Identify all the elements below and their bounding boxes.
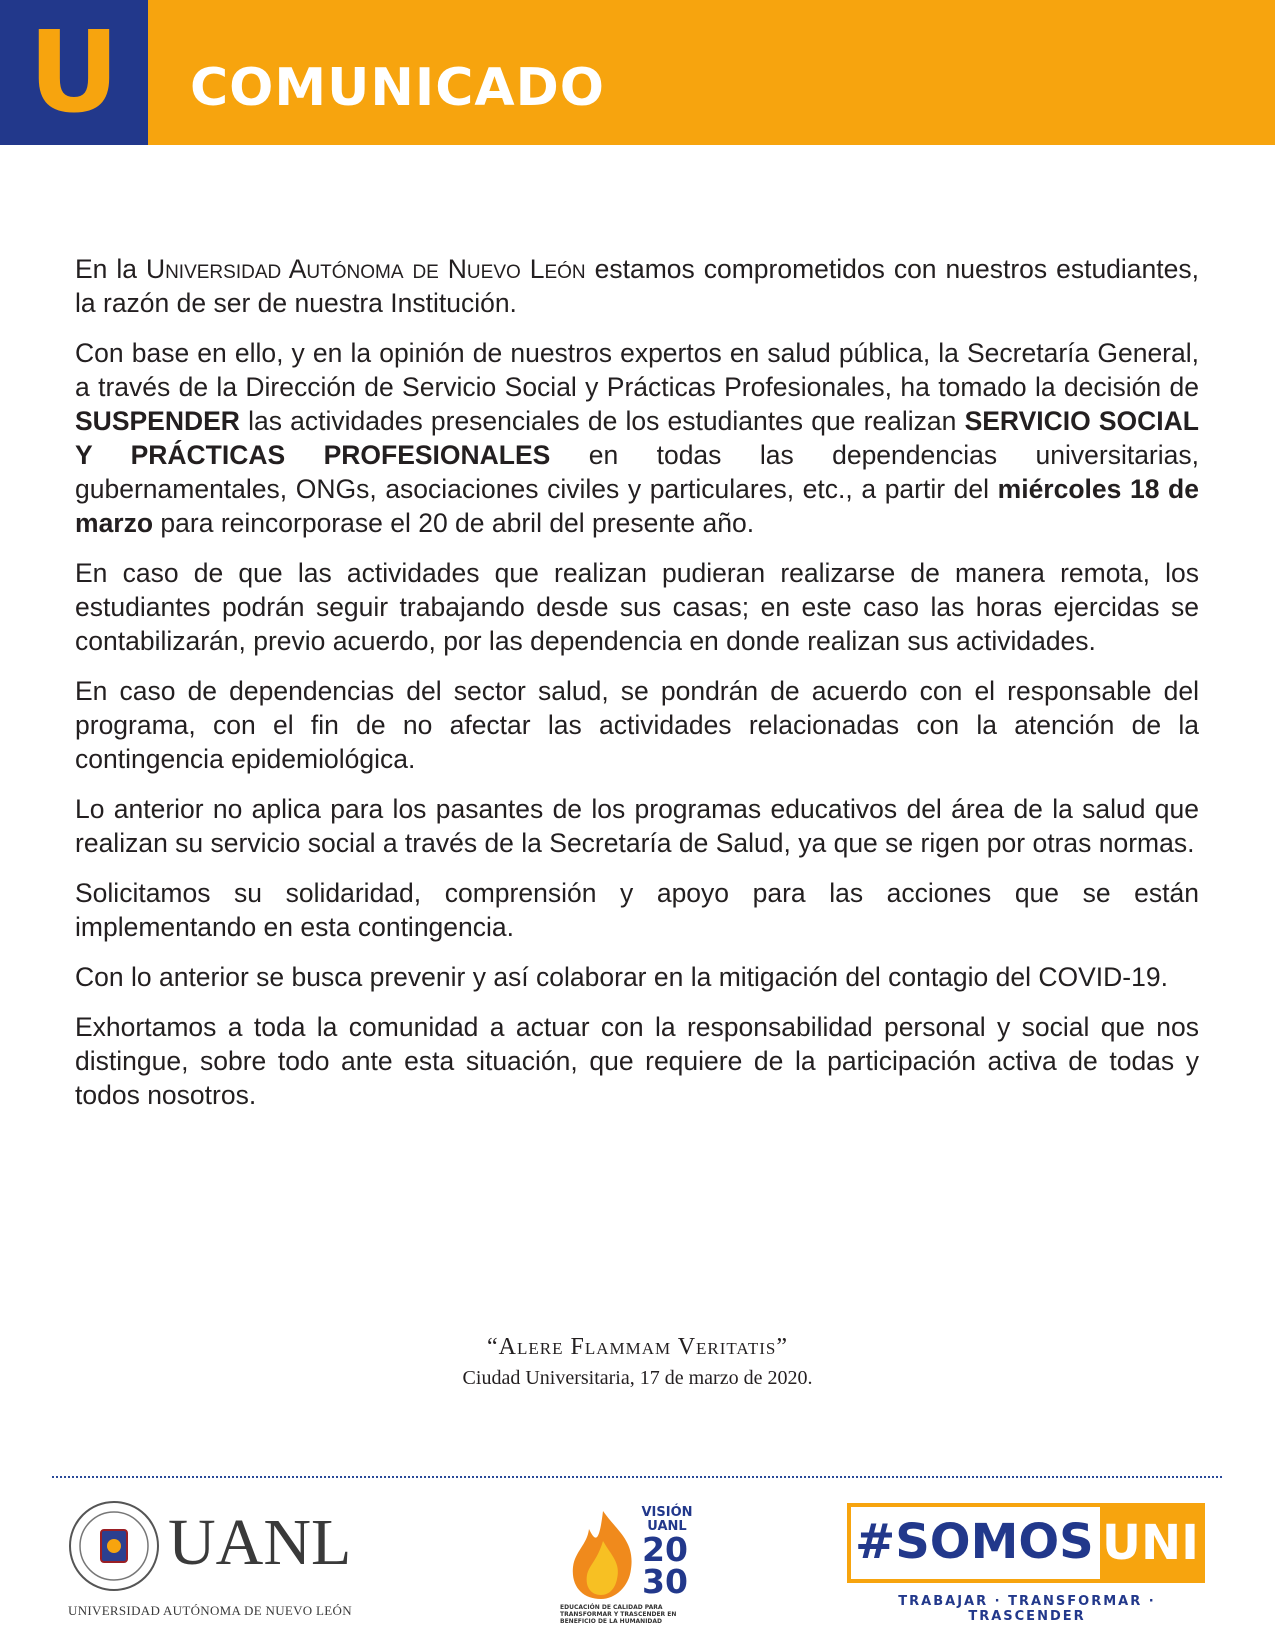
p2-bold-suspender: SUSPENDER — [75, 406, 240, 436]
paragraph-4: En caso de dependencias del sector salud, se pondrán de acuerdo con el responsable del programa, con el fin de no afectar las actividades relacionadas con la atención de la contingencia epidemiológica. — [75, 676, 1199, 774]
uanl-seal-icon — [68, 1500, 160, 1592]
uanl-fullname: UNIVERSIDAD AUTÓNOMA DE NUEVO LEÓN — [68, 1603, 352, 1618]
p2-bold-servicio: SERVICIO SOCIAL Y PRÁCTICAS PROFESIONALES — [75, 406, 1199, 470]
somos-tagline: TRABAJAR · TRANSFORMAR · TRASCENDER — [898, 1594, 1156, 1624]
paragraph-3: En caso de que las actividades que realizan pudieran realizarse de manera remota, los estudiantes podrán seguir trabajando desde sus casas; en este caso las horas ejercidas se contabilizarán, previo acuerdo, por las dependencia en donde realizan sus actividades. — [75, 558, 1199, 656]
p1-text-a: En la — [75, 254, 146, 284]
paragraph-2 — [75, 336, 1199, 540]
p2-text-d: para reincorporase el 20 de abril del presente año. — [153, 508, 755, 538]
vision-tagline: EDUCACIÓN DE CALIDAD PARA TRANSFORMAR Y TRASCENDER EN BENEFICIO DE LA HUMANIDAD — [560, 1604, 677, 1625]
paragraph-8: Exhortamos a toda la comunidad a actuar con la responsabilidad personal y social que nos distingue, sobre todo ante esta situación, que requiere de la participación activa de todas y todos nosotros. — [75, 1012, 1199, 1110]
p2-text-b: las actividades presenciales de los estudiantes que realizan — [239, 406, 965, 436]
uanl-wordmark: UANL — [168, 1506, 352, 1579]
p1-text-b: estamos comprometidos con nuestros estudiantes, la razón de ser de nuestra Institución. — [75, 254, 1199, 318]
vision-label: VISIÓN UANL — [641, 1505, 693, 1534]
page-title: COMUNICADO — [190, 58, 605, 118]
paragraph-7: Con lo anterior se busca prevenir y así colaborar en la mitigación del contagio del COVID-19. — [75, 962, 1168, 992]
p2-text-c: en todas las dependencias universitarias, gubernamentales, ONGs, asociaciones civiles y particulares, etc., a partir del — [75, 440, 1199, 504]
place-date: Ciudad Universitaria, 17 de marzo de 2020. — [462, 1367, 813, 1389]
p2-text-a: Con base en ello, y en la opinión de nuestros expertos en salud pública, la Secretaría General, a través de la Dirección de Servicio Social y Prácticas Profesionales, ha tomado la decisión de — [75, 338, 1199, 402]
p2-bold-date: miércoles 18 de marzo — [75, 474, 1199, 538]
institution-name: Universidad Autónoma de Nuevo León — [145, 254, 586, 284]
communique-body — [75, 252, 1199, 1128]
logo-block — [0, 0, 148, 145]
footer-divider — [52, 1476, 1222, 1478]
vision-year-bottom: 30 — [642, 1562, 688, 1601]
uni-badge: UNI — [1100, 1507, 1201, 1579]
vision-year-top: 20 — [642, 1530, 688, 1569]
paragraph-5: Lo anterior no aplica para los pasantes de los programas educativos del área de la salud que realizan su servicio social a través de la Secretaría de Salud, ya que se rigen por otras normas. — [75, 794, 1199, 858]
paragraph-1 — [75, 252, 1199, 320]
vision-year — [632, 1530, 698, 1601]
motto: “Alere Flammam Veritatis” — [487, 1334, 788, 1360]
logo-letter: U — [28, 7, 120, 138]
paragraph-6: Solicitamos su solidaridad, comprensión y apoyo para las acciones que se están implementando en esta contingencia. — [75, 878, 1199, 942]
somos-hashtag: #SOMOS — [855, 1514, 1094, 1570]
flame-icon — [565, 1507, 640, 1603]
